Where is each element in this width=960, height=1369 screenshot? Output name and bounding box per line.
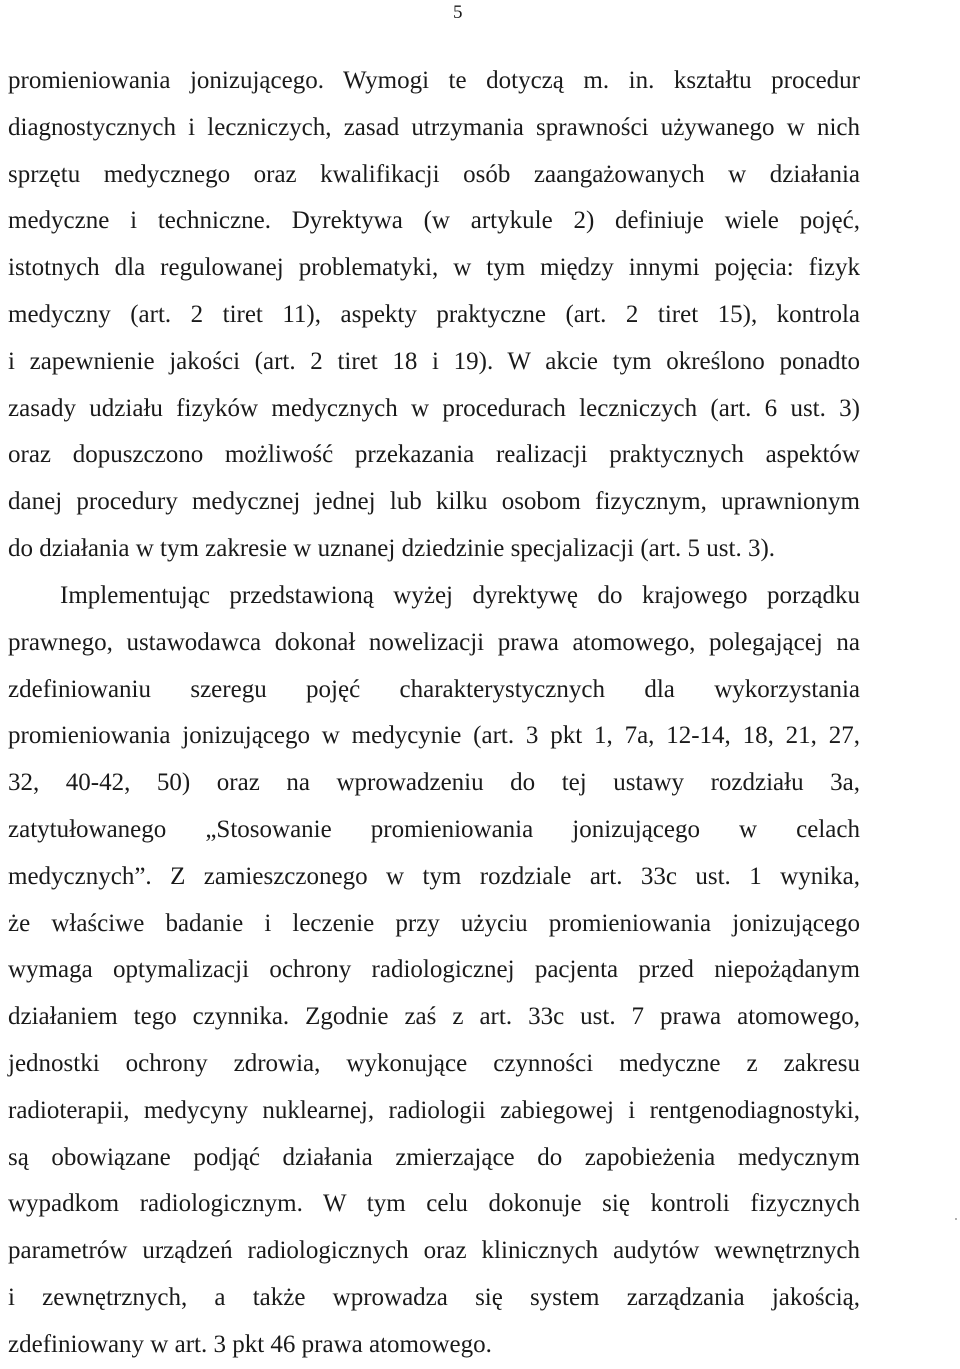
text-line: do działania w tym zakresie w uznanej dziedzinie specjalizacji (art. 5 ust. 3).: [8, 534, 776, 562]
paragraph-1: [8, 58, 860, 573]
text-line: jednostki ochrony zdrowia, wykonujące czynności medyczne z zakresu: [8, 1049, 860, 1077]
text-line: zdefiniowaniu szeregu pojęć charakterystycznych dla wykorzystania: [8, 675, 860, 703]
text-line: zatytułowanego „Stosowanie promieniowania jonizującego w celach: [8, 815, 860, 843]
page-number: 5: [453, 2, 463, 23]
text-line: są obowiązane podjąć działania zmierzające do zapobieżenia medycznym: [8, 1143, 860, 1171]
text-line: danej procedury medycznej jednej lub kilku osobom fizycznym, uprawnionym: [8, 488, 860, 516]
text-line: działaniem tego czynnika. Zgodnie zaś z art. 33c ust. 7 prawa atomowego,: [8, 1003, 860, 1031]
paragraph-2: [8, 573, 860, 1369]
text-line: parametrów urządzeń radiologicznych oraz klinicznych audytów wewnętrznych: [8, 1237, 860, 1265]
scan-speck: [955, 1218, 957, 1220]
text-line: wypadkom radiologicznym. W tym celu dokonuje się kontroli fizycznych: [8, 1190, 860, 1218]
text-line: oraz dopuszczono możliwość przekazania realizacji praktycznych aspektów: [8, 441, 860, 469]
text-line: radioterapii, medycyny nuklearnej, radiologii zabiegowej i rentgenodiagnostyki,: [8, 1096, 860, 1124]
text-line: 32, 40-42, 50) oraz na wprowadzeniu do tej ustawy rozdziału 3a,: [8, 769, 860, 797]
text-line: promieniowania jonizującego. Wymogi te dotyczą m. in. kształtu procedur: [8, 67, 860, 94]
text-line: zdefiniowany w art. 3 pkt 46 prawa atomowego.: [8, 1330, 492, 1358]
text-line: medycznych”. Z zamieszczonego w tym rozdziale art. 33c ust. 1 wynika,: [8, 862, 860, 890]
text-line: prawnego, ustawodawca dokonał nowelizacji prawa atomowego, polegającej na: [8, 628, 860, 656]
text-line: medyczny (art. 2 tiret 11), aspekty praktyczne (art. 2 tiret 15), kontrola: [8, 300, 860, 328]
text-line: medyczne i techniczne. Dyrektywa (w artykule 2) definiuje wiele pojęć,: [8, 207, 860, 235]
text-line: zasady udziału fizyków medycznych w procedurach leczniczych (art. 6 ust. 3): [8, 394, 860, 422]
text-line: i zewnętrznych, a także wprowadza się system zarządzania jakością,: [8, 1283, 860, 1311]
text-line: że właściwe badanie i leczenie przy użyciu promieniowania jonizującego: [8, 909, 860, 937]
text-line: promieniowania jonizującego w medycynie (art. 3 pkt 1, 7a, 12-14, 18, 21, 27,: [8, 722, 860, 750]
text-line: i zapewnienie jakości (art. 2 tiret 18 i 19). W akcie tym określono ponadto: [8, 347, 860, 375]
text-line: wymaga optymalizacji ochrony radiologicznej pacjenta przed niepożądanym: [8, 956, 860, 984]
text-line: Implementując przedstawioną wyżej dyrektywę do krajowego porządku: [60, 582, 860, 609]
text-line: istotnych dla regulowanej problematyki, w tym między innymi pojęcia: fizyk: [8, 254, 860, 282]
text-line: sprzętu medycznego oraz kwalifikacji osób zaangażowanych w działania: [8, 160, 860, 188]
text-line: diagnostycznych i leczniczych, zasad utrzymania sprawności używanego w nich: [8, 113, 860, 141]
